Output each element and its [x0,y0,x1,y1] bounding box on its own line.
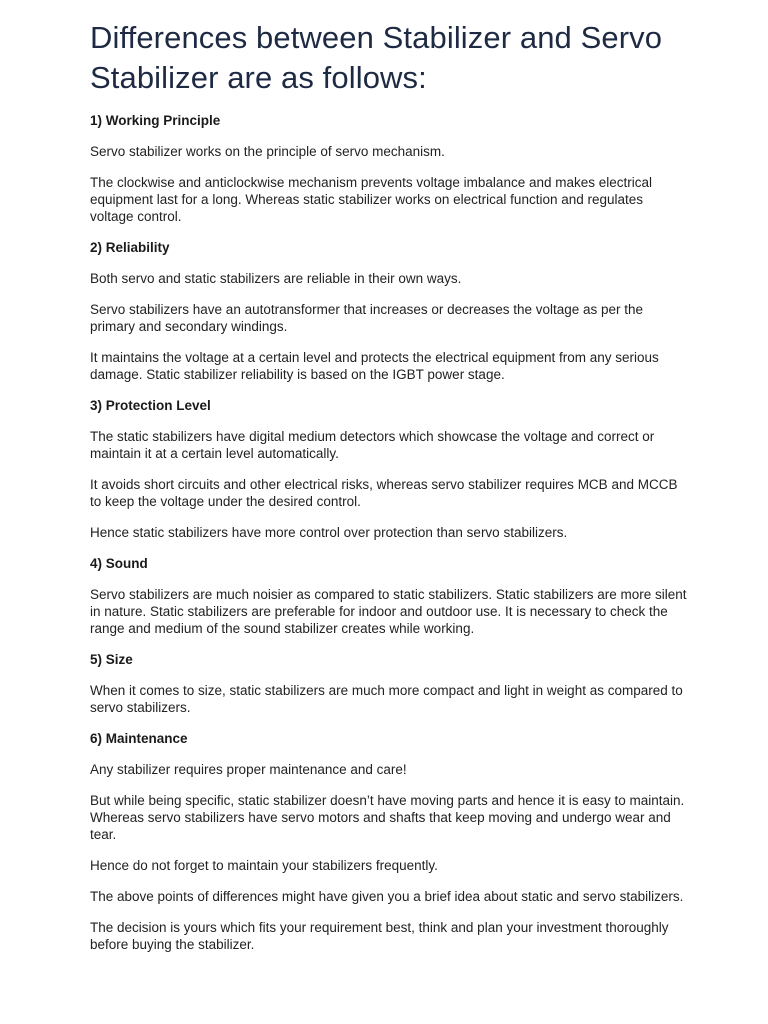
section-heading: 1) Working Principle [90,113,221,128]
paragraph: Both servo and static stabilizers are reliable in their own ways. [90,271,462,286]
paragraph: But while being specific, static stabilizer doesn’t have moving parts and hence it is easy to maintain. Whereas servo stabilizers have servo motors and shafts that keep moving and undergo wear and tear. [90,793,685,842]
paragraph: When it comes to size, static stabilizers are much more compact and light in weight as compared to servo stabilizers. [90,683,683,715]
paragraph: It avoids short circuits and other electrical risks, whereas servo stabilizer requires MCB and MCCB to keep the voltage under the desired control. [90,477,678,509]
paragraph: Any stabilizer requires proper maintenance and care! [90,762,407,777]
paragraph: The static stabilizers have digital medium detectors which showcase the voltage and correct or maintain it at a certain level automatically. [90,429,655,461]
section-working-principle [90,112,690,225]
paragraph: Hence static stabilizers have more control over protection than servo stabilizers. [90,525,568,540]
section-size [90,651,690,716]
section-heading: 3) Protection Level [90,398,211,413]
paragraph: Servo stabilizer works on the principle of servo mechanism. [90,144,445,159]
page-title: Differences between Stabilizer and Servo Stabilizer are as follows: [90,20,663,95]
section-reliability [90,239,690,383]
paragraph: Servo stabilizers have an autotransformer that increases or decreases the voltage as per the primary and secondary windings. [90,302,644,334]
paragraph: It maintains the voltage at a certain level and protects the electrical equipment from any serious damage. Static stabilizer reliability is based on the IGBT power stage. [90,350,659,382]
section-sound [90,555,690,637]
paragraph: Hence do not forget to maintain your stabilizers frequently. [90,858,438,873]
section-heading: 4) Sound [90,556,148,571]
section-heading: 6) Maintenance [90,731,188,746]
section-protection-level [90,397,690,541]
paragraph: The above points of differences might have given you a brief idea about static and servo stabilizers. [90,889,684,904]
paragraph: The decision is yours which fits your requirement best, think and plan your investment thoroughly before buying the stabilizer. [90,920,669,952]
paragraph: Servo stabilizers are much noisier as compared to static stabilizers. Static stabilizers are more silent in nature. Static stabilizers are preferable for indoor and outdoor use. It is necessary to check the range and medium of the sound stabilizer creates while working. [90,587,687,636]
document-body [90,18,690,967]
section-maintenance [90,730,690,953]
section-heading: 2) Reliability [90,240,170,255]
section-heading: 5) Size [90,652,133,667]
paragraph: The clockwise and anticlockwise mechanism prevents voltage imbalance and makes electrical equipment last for a long. Whereas static stabilizer works on electrical function and regulates voltage control. [90,175,653,224]
